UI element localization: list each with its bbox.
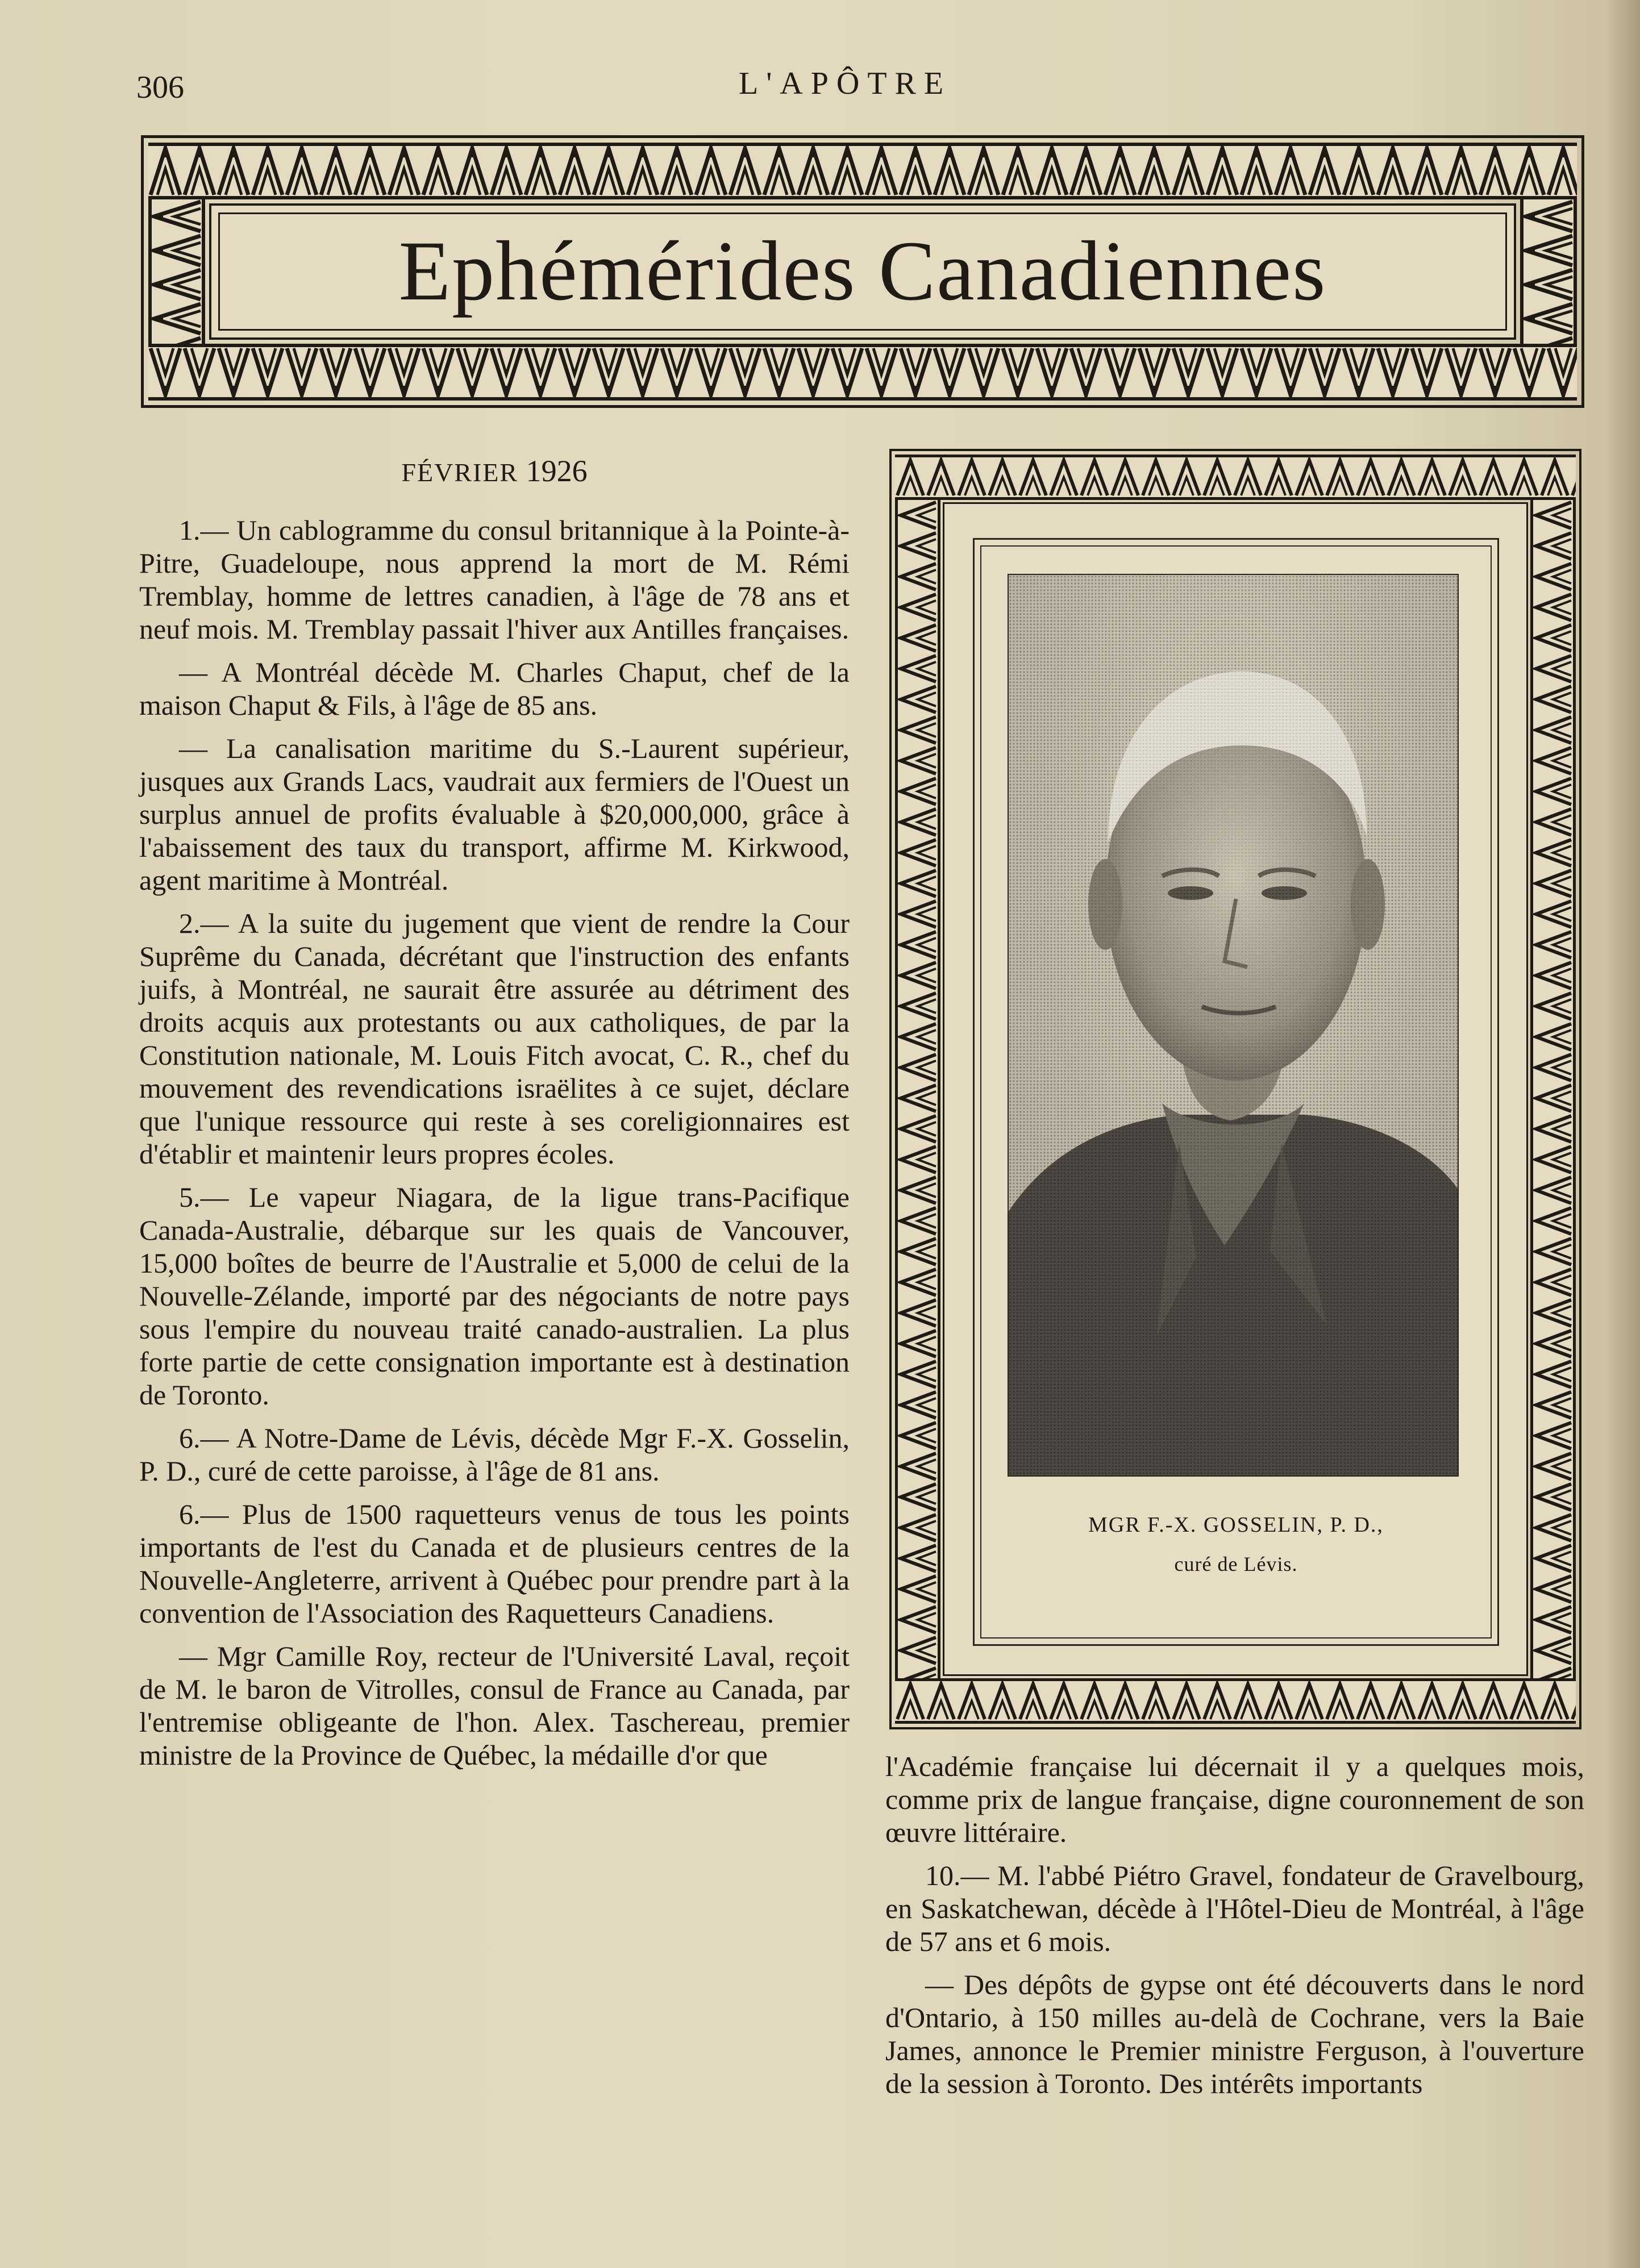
frame-ornament-right (1530, 500, 1576, 1678)
entry: 10.— M. l'abbé Piétro Gravel, fondateur de Gravelbourg, en Saskatchewan, décède à l'Hôtel-Dieu de Montréal, à l'âge de 57 ans et 6 mois. (885, 1860, 1584, 1957)
ornament-border-right (1520, 199, 1577, 344)
ornament-border-left (148, 199, 205, 344)
page-number: 306 (136, 70, 184, 105)
entry: — La canalisation maritime du S.-Laurent supérieur, jusques aux Grands Lacs, vaudrait aux fermiers de l'Ouest un surplus annuel de profits évaluable à $20,000,000, grâce à l'abaissement des taux du transport, affirme M. Kirkwood, agent maritime à Montréal. (139, 732, 850, 896)
date-month: FÉVRIER (401, 458, 519, 487)
portrait-panel (943, 502, 1528, 1676)
ornament-border-bottom (148, 344, 1577, 401)
date-year: 1926 (526, 454, 588, 488)
portrait-photo (1008, 574, 1459, 1477)
running-head: L'APÔTRE (739, 66, 952, 101)
left-text-column (139, 443, 850, 1782)
title-banner (141, 135, 1584, 408)
portrait-card (973, 538, 1499, 1646)
entry: — Des dépôts de gypse ont été découverts dans le nord d'Ontario, à 150 milles au-delà de Cochrane, vers la Baie James, annonce le Premier ministre Ferguson, à l'ouverture de la session à Toronto. Des intérêts importants (885, 1969, 1584, 2099)
ornament-border-top (148, 143, 1577, 199)
portrait-caption-role: curé de Lévis. (1174, 1553, 1298, 1575)
entry: — A Montréal décède M. Charles Chaput, chef de la maison Chaput & Fils, à l'âge de 85 ans. (139, 656, 850, 721)
portrait-frame (889, 449, 1581, 1729)
page-edge-shadow (1606, 0, 1640, 2268)
right-text-column (885, 1750, 1584, 2110)
entry: 6.— A Notre-Dame de Lévis, décède Mgr F.-X. Gosselin, P. D., curé de cette paroisse, à l'âge de 81 ans. (139, 1422, 850, 1487)
frame-ornament-left (895, 500, 940, 1678)
frame-ornament-bottom (895, 1678, 1576, 1724)
portrait-caption-name: MGR F.-X. GOSSELIN, P. D., (1088, 1513, 1384, 1537)
date-heading (139, 453, 850, 489)
entry: — Mgr Camille Roy, recteur de l'Université Laval, reçoit de M. le baron de Vitrolles, consul de France au Canada, par l'entremise obligeante de l'hon. Alex. Taschereau, premier ministre de la Province de Québec, la médaille d'or que (139, 1640, 850, 1771)
entry: 1.— Un cablogramme du consul britannique à la Pointe-à-Pitre, Guadeloupe, nous apprend la mort de M. Rémi Tremblay, homme de lettres canadien, à l'âge de 78 ans et neuf mois. M. Tremblay passait l'hiver aux Antilles françaises. (139, 514, 850, 645)
entry: 5.— Le vapeur Niagara, de la ligue trans-Pacifique Canada-Australie, débarque sur les quais de Vancouver, 15,000 boîtes de beurre de l'Australie et 5,000 de celui de la Nouvelle-Zélande, importé par des négociants de notre pays sous l'empire du nouveau traité canado-australien. La plus forte partie de cette consignation importante est à destination de Toronto. (139, 1181, 850, 1411)
article-title: Ephémérides Canadiennes (398, 224, 1327, 318)
title-panel (209, 203, 1516, 340)
entry: 6.— Plus de 1500 raquetteurs venus de tous les points importants de l'est du Canada et de plusieurs centres de la Nouvelle-Angleterre, arrivent à Québec pour prendre part à la convention de l'Association des Raquetteurs Canadiens. (139, 1498, 850, 1629)
entry: 2.— A la suite du jugement que vient de rendre la Cour Suprême du Canada, décrétant que l'instruction des enfants juifs, à Montréal, ne saurait être assurée au détriment des droits acquis aux protestants ou aux catholiques, de par la Constitution nationale, M. Louis Fitch avocat, C. R., chef du mouvement des revendications israëlites à ce sujet, déclare que l'unique ressource qui reste à ses coreligionnaires est d'établir et maintenir leurs propres écoles. (139, 907, 850, 1170)
entry: l'Académie française lui décernait il y a quelques mois, comme prix de langue française, digne couronnement de son œuvre littéraire. (885, 1750, 1584, 1848)
frame-ornament-top (895, 455, 1576, 500)
